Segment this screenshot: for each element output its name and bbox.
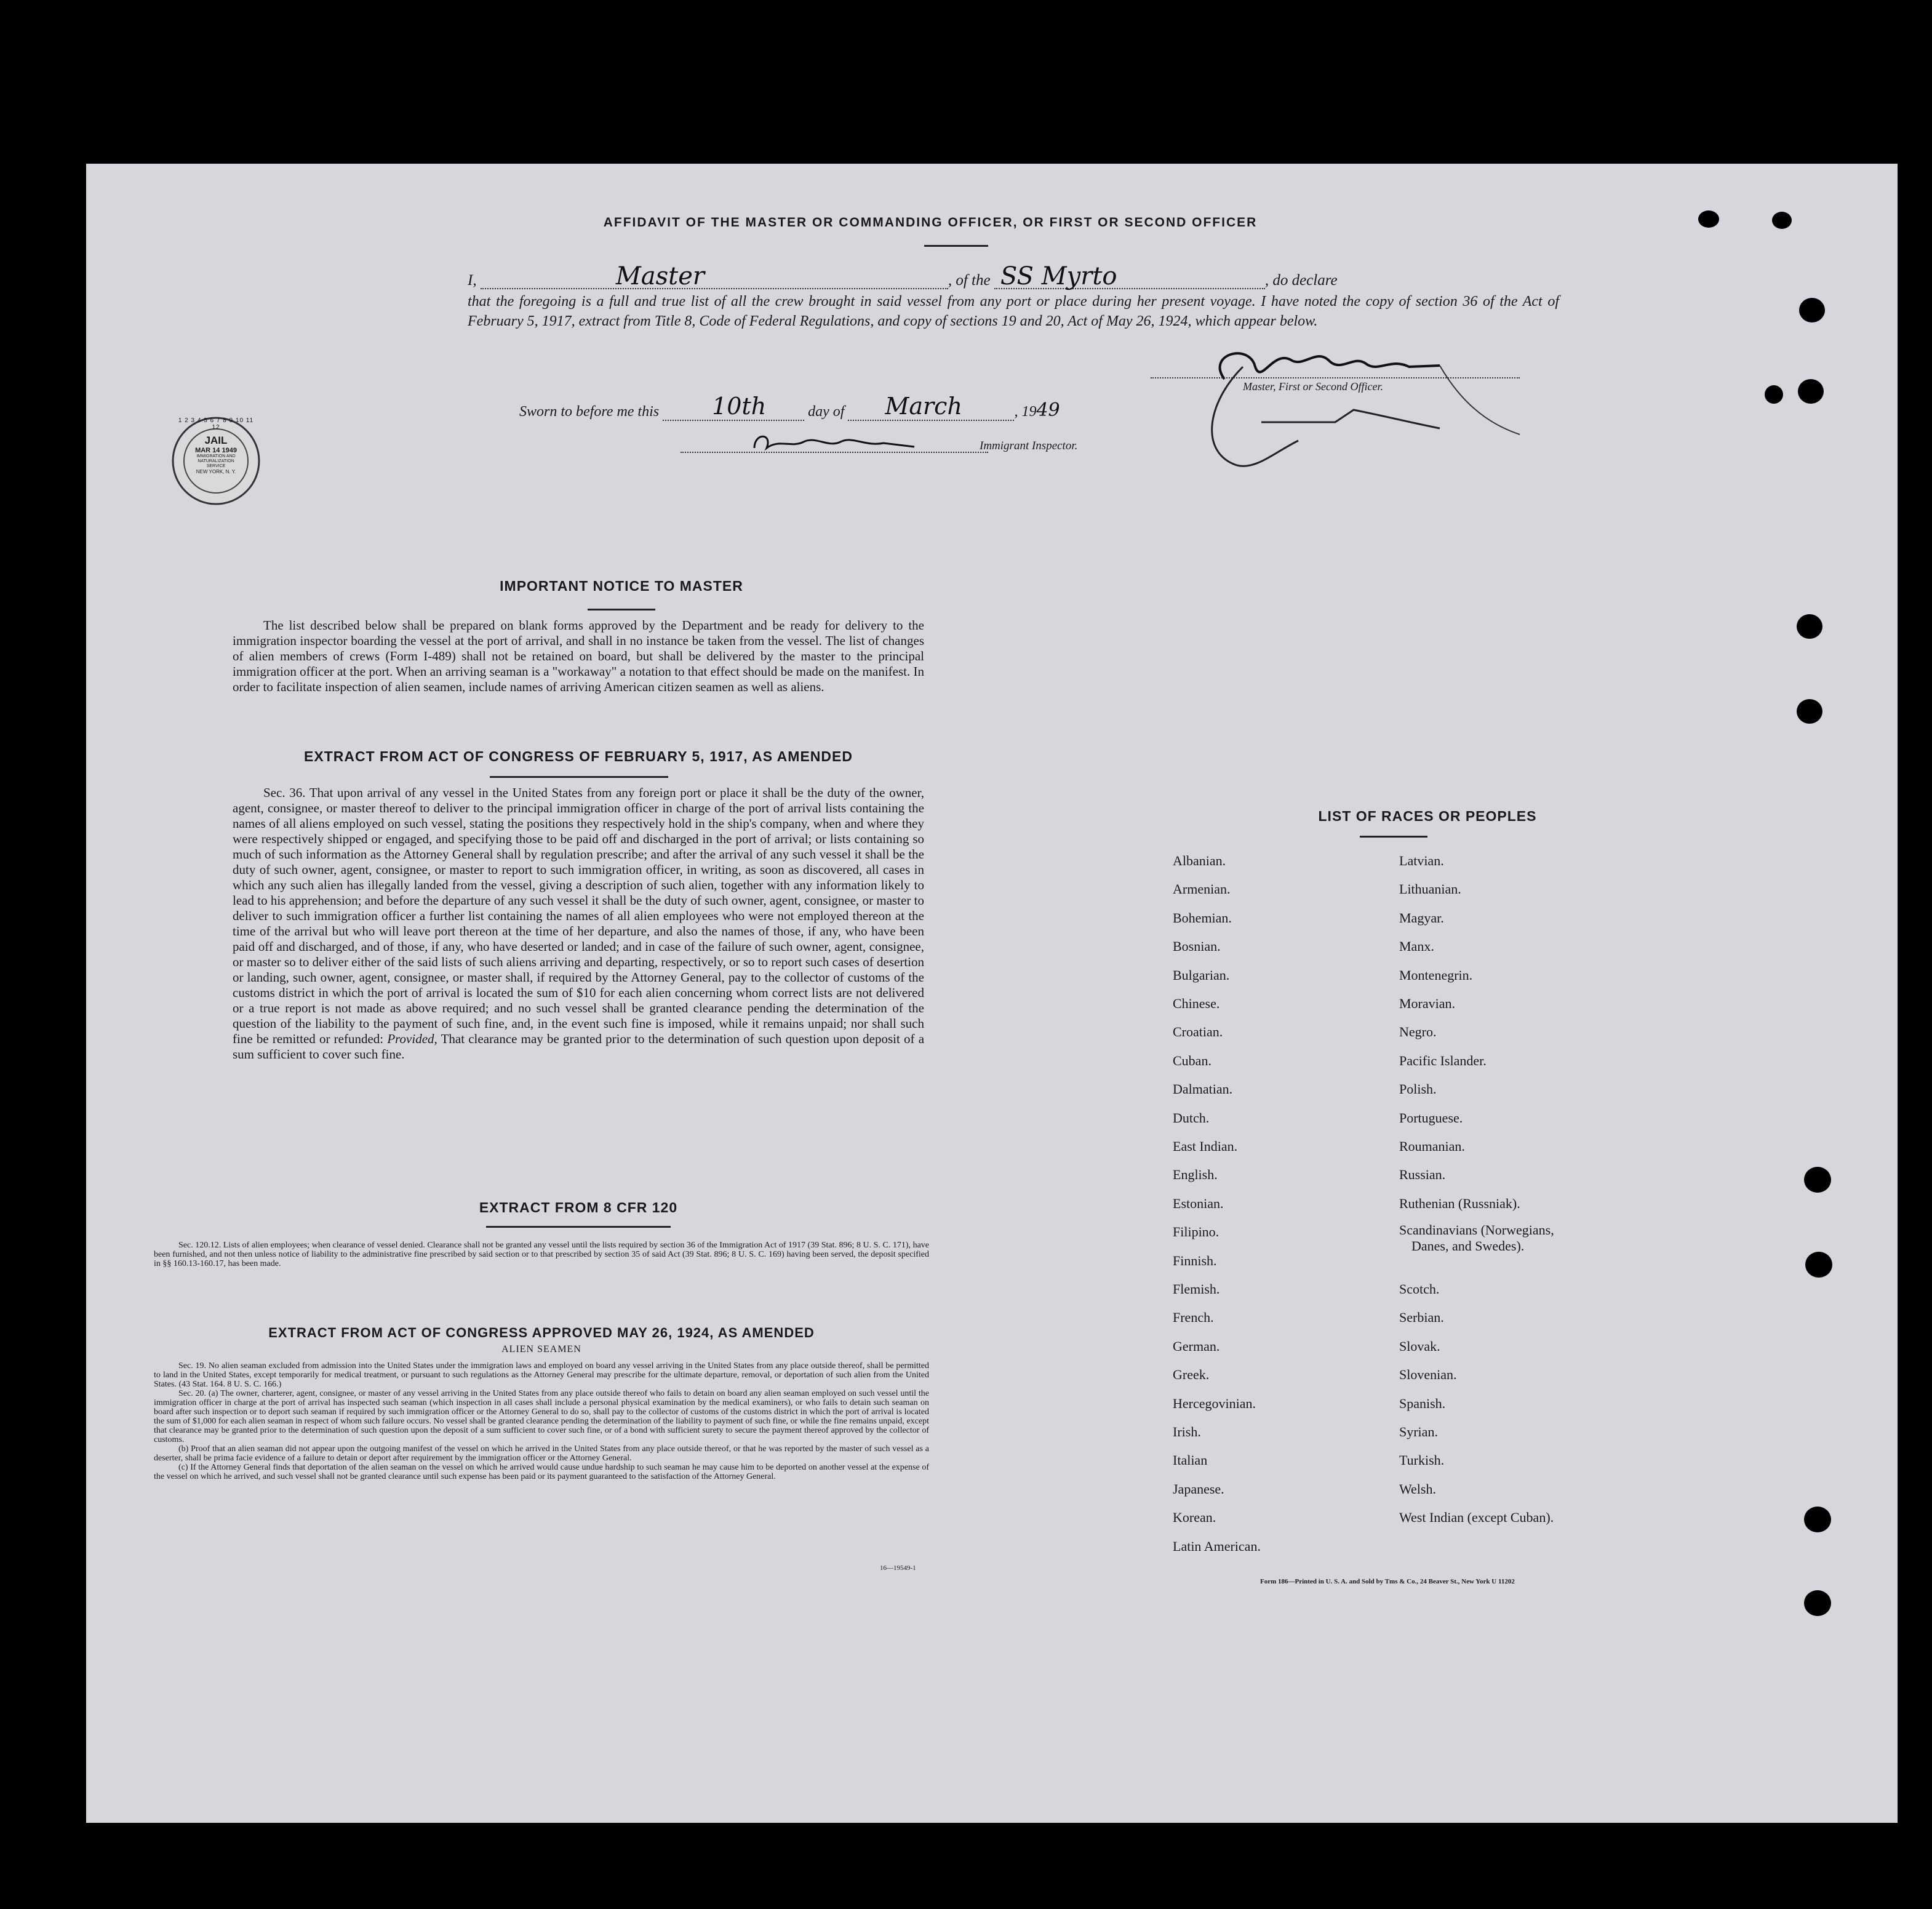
sec-36-label: Sec. 36. xyxy=(263,785,306,800)
master-name-handwritten: Master xyxy=(615,262,705,290)
manifest-back-page xyxy=(86,164,1898,1823)
stamp-agency: IMMIGRATION AND NATURALIZATION SERVICE xyxy=(196,454,236,468)
punch-hole xyxy=(1805,1252,1832,1278)
race-item: Moravian. xyxy=(1399,996,1456,1011)
sworn-prefix: Sworn to before me this xyxy=(519,404,660,420)
race-item: Flemish. xyxy=(1173,1281,1220,1297)
race-item: Pacific Islander. xyxy=(1399,1052,1487,1068)
race-item: Italian xyxy=(1173,1452,1208,1468)
race-item: Japanese. xyxy=(1173,1481,1224,1497)
race-item: Dalmatian. xyxy=(1173,1081,1233,1097)
race-item: Finnish. xyxy=(1173,1252,1217,1268)
month-handwritten: March xyxy=(885,393,962,420)
extract-cfr-title: EXTRACT FROM 8 CFR 120 xyxy=(479,1199,678,1215)
affidavit-body: that the foregoing is a full and true list of all the crew brought in said vessel from any port or place during her present voyage. I have noted the copy of section 36 of the Act of February 5, 1917, extract from Title 8, Code of Federal Regulations, and copy of sections 19 and 20, Act of May 26, 1924, which appear below. xyxy=(468,294,1559,329)
punch-hole xyxy=(1698,210,1719,228)
race-item: Korean. xyxy=(1173,1510,1216,1526)
sec-36-body: That upon arrival of any vessel in the United States from any foreign port or place it shall be the duty of the owner, agent, consignee, or master thereof to deliver to the principal immigration officer in charge of the port of arrival lists containing the names of all aliens employed on such vessel, stating the positions they respectively hold in the ship's company, when and where they were respectively shipped or engaged, and specifying those to be paid off and discharged in the port of arrival; or lists containing so much of such information as the Attorney General shall by regulation prescribe; and after the arrival of any such vessel it shall be the duty of such owner, agent, consignee, or master to report to such immigration officer, in writing, as soon as discovered, all cases in which any such alien has illegally landed from the vessel, giving a description of such alien, together with any information likely to lead to his apprehension; and before the departure of any such vessel it shall be the duty of such owner, agent, consignee, or master to deliver to such immigration officer a further list containing the names of all alien employees who were not employed thereon at the time of the arrival but who will leave port thereon at the time of her departure, and also the names of those, if any, who have been paid off and discharged, and of those, if any, who have deserted or landed; and in case of the failure of such owner, agent, consignee, or master so to deliver either of the said lists of such aliens arriving and departing, respectively, or so to report such cases of desertion or landing, such owner, agent, consignee, or master shall, if required by the Attorney General, pay to the collector of customs of the customs district in which the port of arrival is located the sum of $10 for each alien concerning whom correct lists are not delivered or a true report is not made as above required; and no such vessel shall be granted clearance pending the determination of the question of the liability to the payment of such fine, and, in the event such fine is imposed, while it remains unpaid; nor shall such fine be remitted or refunded: xyxy=(233,785,924,1046)
race-item: Estonian. xyxy=(1173,1195,1224,1211)
signature-line xyxy=(1151,377,1520,378)
immigration-stamp xyxy=(171,416,261,506)
race-item: Filipino. xyxy=(1173,1224,1219,1240)
inspector-line xyxy=(681,452,988,453)
race-item: Montenegrin. xyxy=(1399,967,1473,983)
race-item: Irish. xyxy=(1173,1424,1201,1439)
race-item: Hercegovinian. xyxy=(1173,1395,1256,1411)
race-item: Cuban. xyxy=(1173,1052,1211,1068)
printer-line: Form 186—Printed in U. S. A. and Sold by Tms & Co., 24 Beaver St., New York U 11202 xyxy=(1260,1578,1515,1585)
extract-1924-title: EXTRACT FROM ACT OF CONGRESS APPROVED MAY 26, 1924, AS AMENDED xyxy=(268,1325,815,1340)
race-item: East Indian. xyxy=(1173,1139,1238,1154)
race-item: German. xyxy=(1173,1338,1220,1354)
race-item: Syrian. xyxy=(1399,1424,1438,1439)
divider xyxy=(486,1226,671,1228)
stamp-word: JAIL xyxy=(204,434,228,446)
stamp-center xyxy=(191,434,241,487)
race-item: Albanian. xyxy=(1173,853,1226,868)
inspector-caption: Immigrant Inspector. xyxy=(980,439,1078,452)
year-prefix: , 19 xyxy=(1014,404,1037,420)
race-item: Serbian. xyxy=(1399,1310,1444,1326)
race-item: Russian. xyxy=(1399,1167,1446,1183)
provided-word: Provided, xyxy=(387,1031,437,1046)
race-item: Chinese. xyxy=(1173,996,1220,1011)
punch-hole xyxy=(1798,379,1824,404)
sec-36-proviso: That clearance may be granted prior to the determination of such question upon deposit of a sum sufficient to cover such fine. xyxy=(233,1031,925,1062)
race-item: Ruthenian (Russniak). xyxy=(1399,1195,1520,1211)
race-item: Polish. xyxy=(1399,1081,1437,1097)
sec-20a-text: Sec. 20. (a) The owner, charterer, agent, consignee, or master of any vessel arriving in the United States from any place outside thereof who fails to detain on board any alien seaman employed on such vessel until the immigration officer in charge at the port of arrival has inspected such seaman (which inspection in all cases shall include a personal physical examination by the medical examiners), or who fails to detain such seaman on board after such inspection or to deport such seaman if required by such immigration officer or the Attorney General to do so, shall pay to the collector of customs of the customs district in which the port of arrival is located the sum of $1,000 for each alien seaman in respect of whom such failure occurs. No vessel shall be granted clearance pending the determination of the liability to payment of such fine, or while the fine remains unpaid, except that clearance may be granted prior to the determination of such question upon the deposit of a sum sufficient to cover such fine, or of a bond with sufficient surety to secure the payment thereof approved by the collector of customs. xyxy=(154,1389,929,1444)
race-item: Negro. xyxy=(1399,1024,1437,1040)
race-item: Spanish. xyxy=(1399,1395,1446,1411)
do-declare-label: , do declare xyxy=(1264,272,1338,289)
day-of-label: day of xyxy=(808,404,845,420)
race-item: Portuguese. xyxy=(1399,1110,1463,1126)
race-item: English. xyxy=(1173,1167,1218,1183)
notice-title: IMPORTANT NOTICE TO MASTER xyxy=(500,578,743,594)
inspector-signature xyxy=(681,430,976,454)
race-item: Slovenian. xyxy=(1399,1367,1457,1383)
race-item: Welsh. xyxy=(1399,1481,1436,1497)
stamp-date: MAR 14 1949 xyxy=(195,447,237,454)
punch-hole xyxy=(1797,614,1822,639)
declaration-line xyxy=(468,262,1563,290)
race-item: Roumanian. xyxy=(1399,1139,1465,1154)
section-36-text xyxy=(233,785,924,1062)
of-the-label: , of the xyxy=(948,272,991,289)
race-item: Latin American. xyxy=(1173,1538,1261,1554)
race-item: French. xyxy=(1173,1310,1214,1326)
i-label: I, xyxy=(468,272,477,289)
year-handwritten: 49 xyxy=(1036,399,1060,421)
race-item: Turkish. xyxy=(1399,1452,1445,1468)
race-item: Scotch. xyxy=(1399,1281,1440,1297)
punch-hole xyxy=(1765,385,1783,404)
inspector-signature-field xyxy=(681,430,976,454)
race-item: Armenian. xyxy=(1173,881,1231,897)
signature-caption: Master, First or Second Officer. xyxy=(1243,380,1383,393)
punch-hole xyxy=(1797,699,1822,724)
sec-20c-text: (c) If the Attorney General finds that deportation of the alien seaman on the vessel on which he arrived would cause undue hardship to such seaman he may cause him to be deported on another vessel at the expense of the vessel on which he arrived, and such vessel shall not be granted clearance until such expense has been paid or its payment guaranteed to the satisfaction of the Attorney General. xyxy=(154,1463,929,1481)
race-item: Magyar. xyxy=(1399,910,1444,926)
punch-hole xyxy=(1772,212,1792,229)
race-item: Greek. xyxy=(1173,1367,1210,1383)
vessel-name-field xyxy=(994,262,1265,290)
race-item: Bulgarian. xyxy=(1173,967,1230,983)
race-item: Bosnian. xyxy=(1173,938,1221,954)
races-title: LIST OF RACES OR PEOPLES xyxy=(1318,808,1537,824)
sworn-line xyxy=(519,393,1258,421)
race-item: Latvian. xyxy=(1399,853,1444,868)
day-field xyxy=(663,393,804,421)
form-number: 16—19549-1 xyxy=(880,1564,916,1572)
race-item: Croatian. xyxy=(1173,1024,1223,1040)
race-item: Danes, and Swedes). xyxy=(1411,1238,1525,1254)
race-item: Slovak. xyxy=(1399,1338,1440,1354)
divider xyxy=(924,245,988,247)
master-name-field xyxy=(481,262,948,290)
stamp-ring-digits: 1 2 3 4 5 6 7 8 9 10 11 12 xyxy=(178,417,254,431)
punch-hole xyxy=(1804,1507,1831,1532)
stamp-city: NEW YORK, N. Y. xyxy=(196,469,236,474)
race-item: Lithuanian. xyxy=(1399,881,1461,897)
race-item: Scandinavians (Norwegians, xyxy=(1399,1222,1554,1238)
punch-hole xyxy=(1799,298,1825,322)
day-handwritten: 10th xyxy=(712,393,767,420)
month-field xyxy=(848,393,1014,421)
extract-1917-title: EXTRACT FROM ACT OF CONGRESS OF FEBRUARY 5, 1917, AS AMENDED xyxy=(304,748,853,764)
race-item: Dutch. xyxy=(1173,1110,1210,1126)
extract-1924-body xyxy=(154,1361,929,1481)
cfr-text: Sec. 120.12. Lists of alien employees; when clearance of vessel denied. Clearance shall not be granted any vessel until the lists required by section 36 of the Immigration Act of 1917 (39 Stat. 896; 8 U. S. C. 171), have been furnished, and not then unless notice of liability to the administrative fine prescribed by said section or to that prescribed by section 35 of said Act (39 Stat. 896; 8 U. S. C. 169) having been served, the deposit specified in §§ 160.13-160.17, has been made. xyxy=(154,1241,929,1268)
sec-19-text: Sec. 19. No alien seaman excluded from admission into the United States under the immigration laws and employed on board any vessel arriving in the United States from any place outside thereof, shall be permitted to land in the United States, except temporarily for medical treatment, or pursuant to such regulations as the Attorney General may prescribe for the ultimate departure, removal, or deportation of such alien from the United States. (43 Stat. 164. 8 U. S. C. 166.) xyxy=(154,1361,929,1389)
notice-body: The list described below shall be prepared on blank forms approved by the Department and be ready for delivery to the immigration inspector boarding the vessel at the port of arrival, and shall in no instance be taken from the vessel. The list of changes of alien members of crews (Form I-489) shall not be retained on board, but shall be delivered by the master to the principal immigration officer at the port. When an arriving seaman is a "workaway" a notation to that effect should be made on the manifest. In order to facilitate inspection of alien seamen, include names of arriving American citizen seamen as well as aliens. xyxy=(233,618,924,694)
vessel-name-handwritten: SS Myrto xyxy=(1000,262,1117,290)
extract-1924-subtitle: ALIEN SEAMEN xyxy=(501,1344,581,1355)
divider xyxy=(1360,836,1427,838)
punch-hole xyxy=(1804,1590,1831,1616)
affidavit-title: AFFIDAVIT OF THE MASTER OR COMMANDING OFFICER, OR FIRST OR SECOND OFFICER xyxy=(603,215,1258,230)
divider xyxy=(588,609,655,610)
divider xyxy=(490,776,668,778)
race-item: West Indian (except Cuban). xyxy=(1399,1510,1554,1526)
sec-20b-text: (b) Proof that an alien seaman did not appear upon the outgoing manifest of the vessel on which he arrived in the United States from any place outside thereof, or that he was reported by the master of such vessel as a deserter, shall be prima facie evidence of a failure to detain or deport after requirement by the immigration officer or the Attorney General. xyxy=(154,1444,929,1463)
race-item: Bohemian. xyxy=(1173,910,1232,926)
race-item: Manx. xyxy=(1399,938,1434,954)
punch-hole xyxy=(1804,1167,1831,1193)
